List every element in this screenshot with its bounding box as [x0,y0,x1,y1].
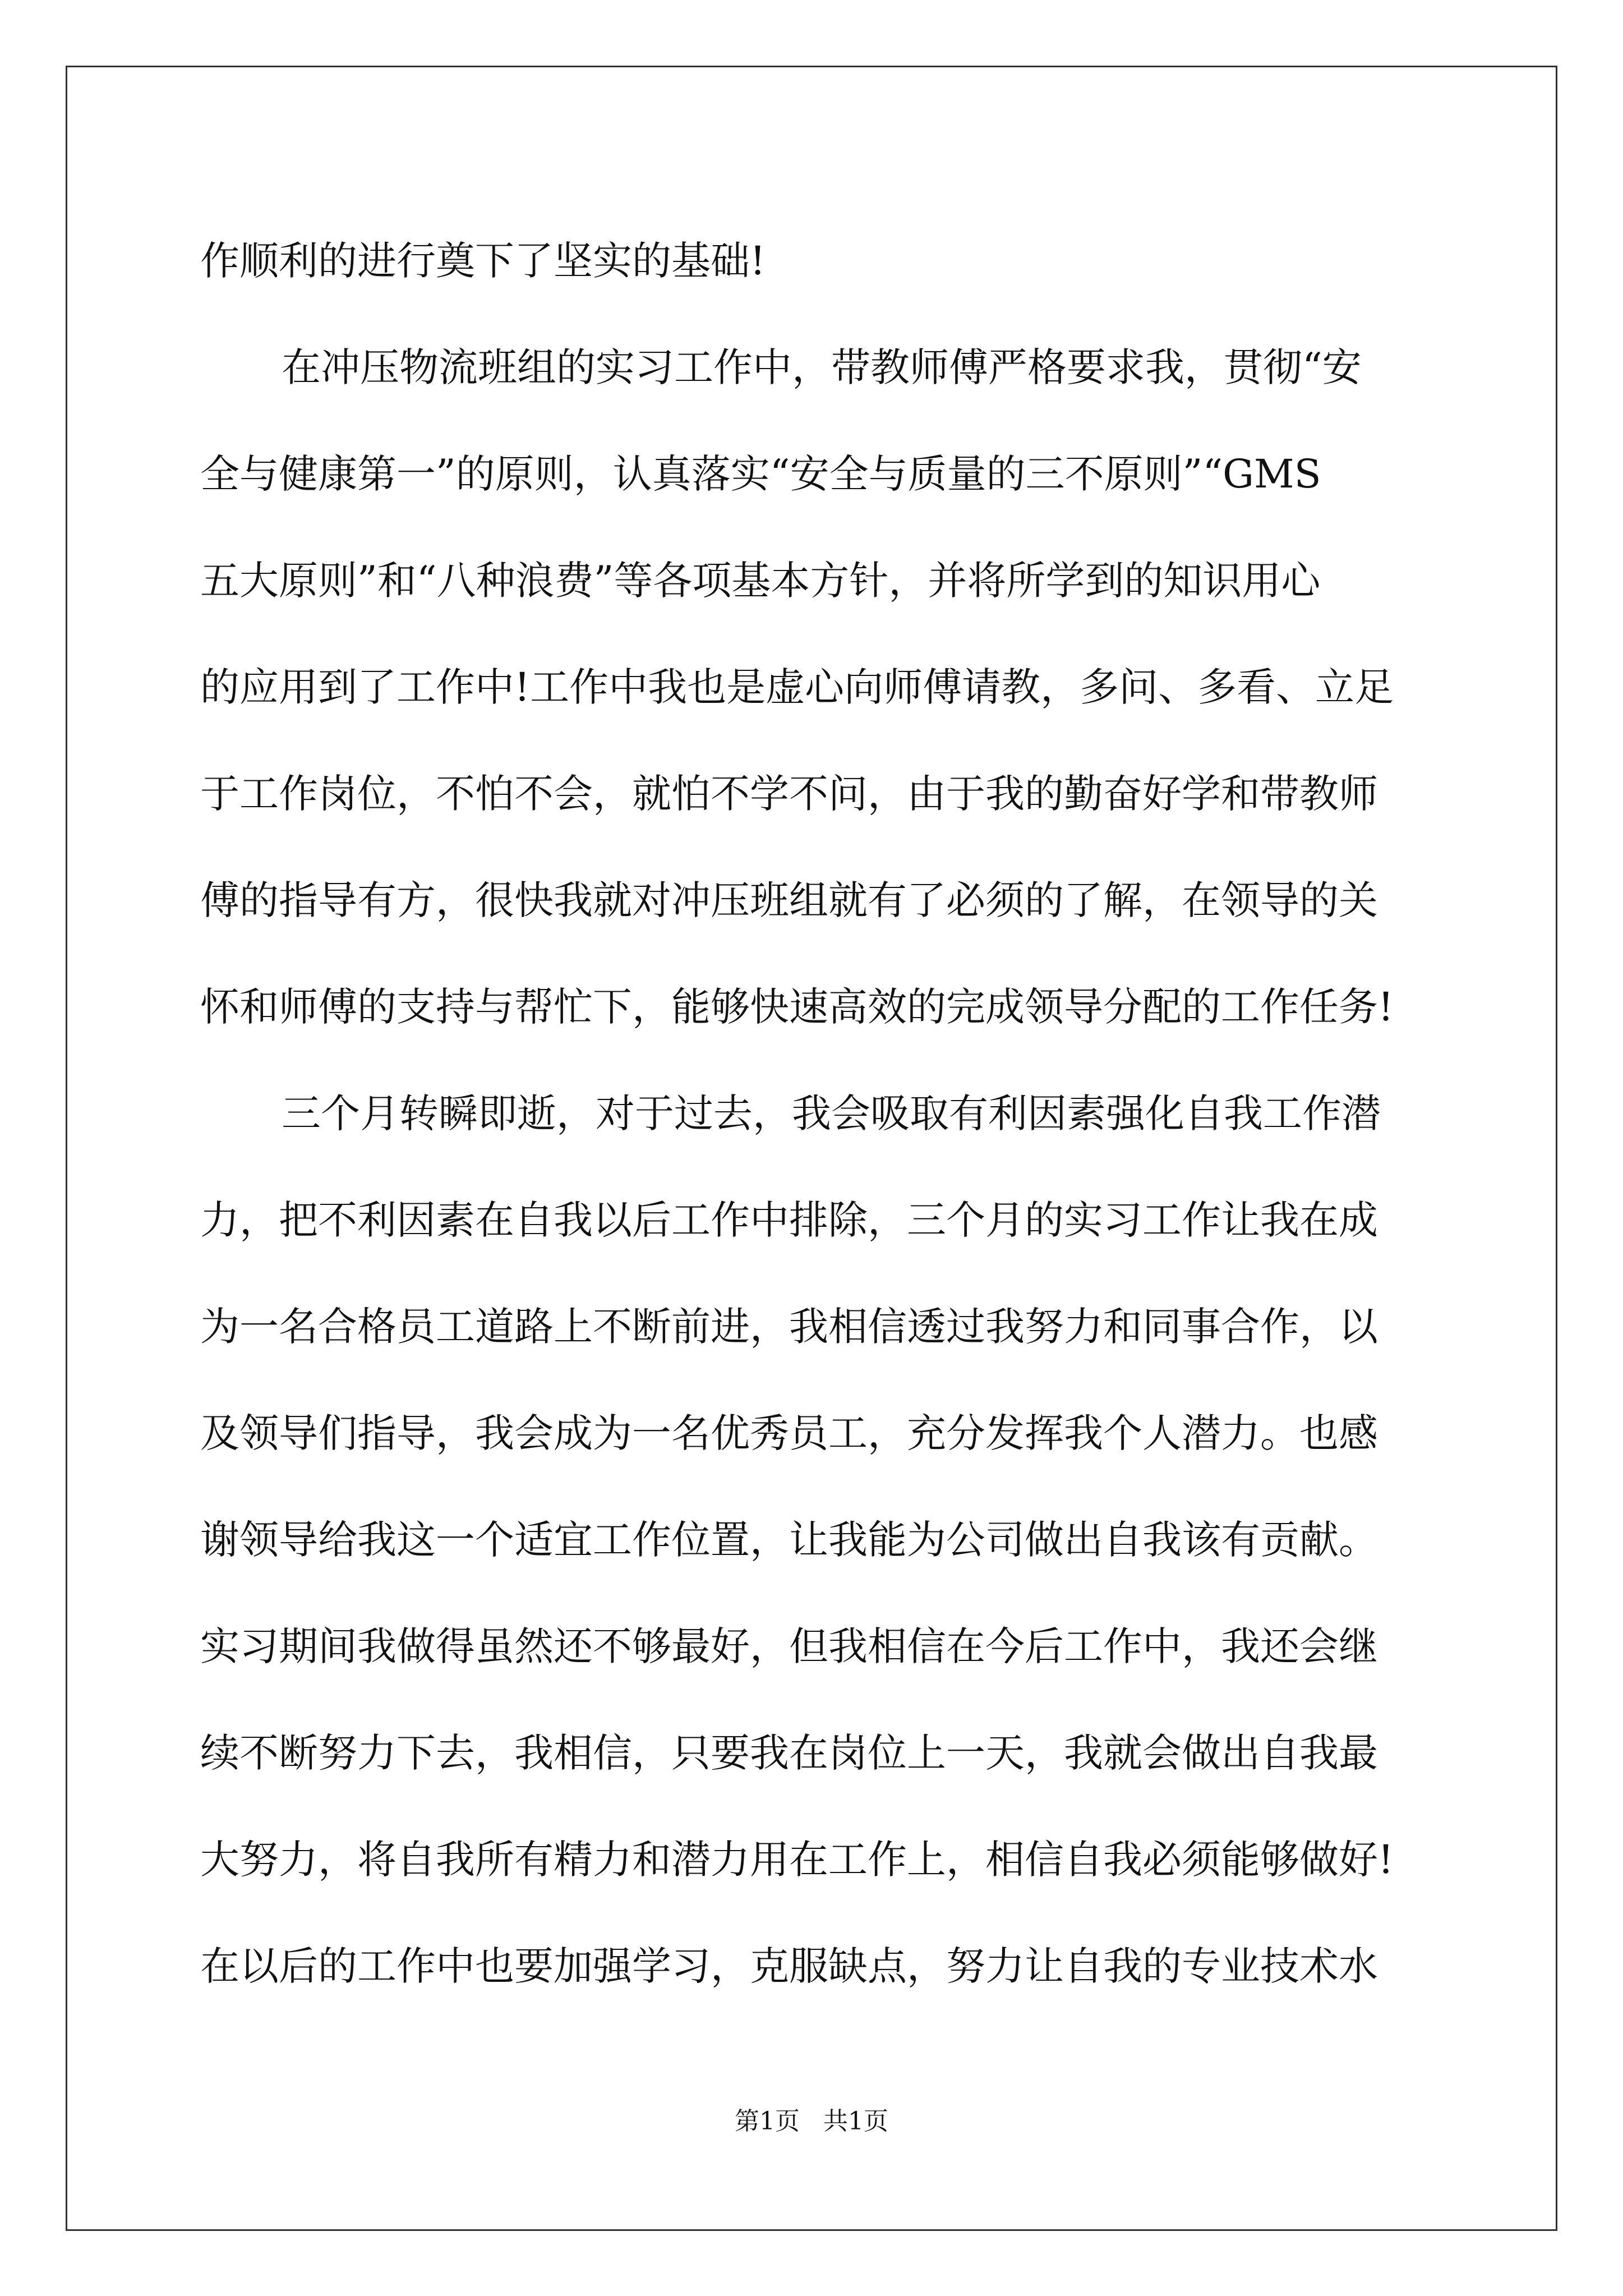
text-line: 怀和师傅的支持与帮忙下，能够快速高效的完成领导分配的工作任务! [200,984,1394,1030]
document-body [200,208,1434,2019]
text-line: 五大原则”和“八种浪费”等各项基本方针，并将所学到的知识用心 [200,558,1321,604]
text-line: 谢领导给我这一个适宜工作位置，让我能为公司做出自我该有贡献。 [200,1517,1378,1563]
text-line: 及领导们指导，我会成为一名优秀员工，充分发挥我个人潜力。也感 [200,1410,1378,1456]
text-line: 的应用到了工作中!工作中我也是虚心向师傅请教，多问、多看、立足 [200,664,1394,710]
text-line: 全与健康第一”的原则，认真落实“安全与质量的三不原则”“GMS [200,451,1321,497]
text-line: 傅的指导有方，很快我就对冲压班组就有了必须的了解，在领导的关 [200,877,1378,923]
text-line: 于工作岗位，不怕不会，就怕不学不问，由于我的勤奋好学和带教师 [200,771,1378,817]
text-line: 作顺利的进行奠下了坚实的基础! [200,238,766,284]
text-line: 在冲压物流班组的实习工作中，带教师傅严格要求我，贯彻“安 [282,344,1362,390]
page-number-footer: 第1页 共1页 [735,2107,888,2136]
text-line: 大努力，将自我所有精力和潜力用在工作上，相信自我必须能够做好! [200,1837,1394,1883]
text-line: 续不断努力下去，我相信，只要我在岗位上一天，我就会做出自我最 [200,1730,1378,1776]
text-line: 力，把不利因素在自我以后工作中排除，三个月的实习工作让我在成 [200,1197,1378,1243]
text-line: 在以后的工作中也要加强学习，克服缺点，努力让自我的专业技术水 [200,1943,1378,1989]
text-line: 三个月转瞬即逝，对于过去，我会吸取有利因素强化自我工作潜 [282,1091,1381,1137]
text-line: 实习期间我做得虽然还不够最好，但我相信在今后工作中，我还会继 [200,1623,1378,1669]
text-line: 为一名合格员工道路上不断前进，我相信透过我努力和同事合作，以 [200,1304,1378,1350]
